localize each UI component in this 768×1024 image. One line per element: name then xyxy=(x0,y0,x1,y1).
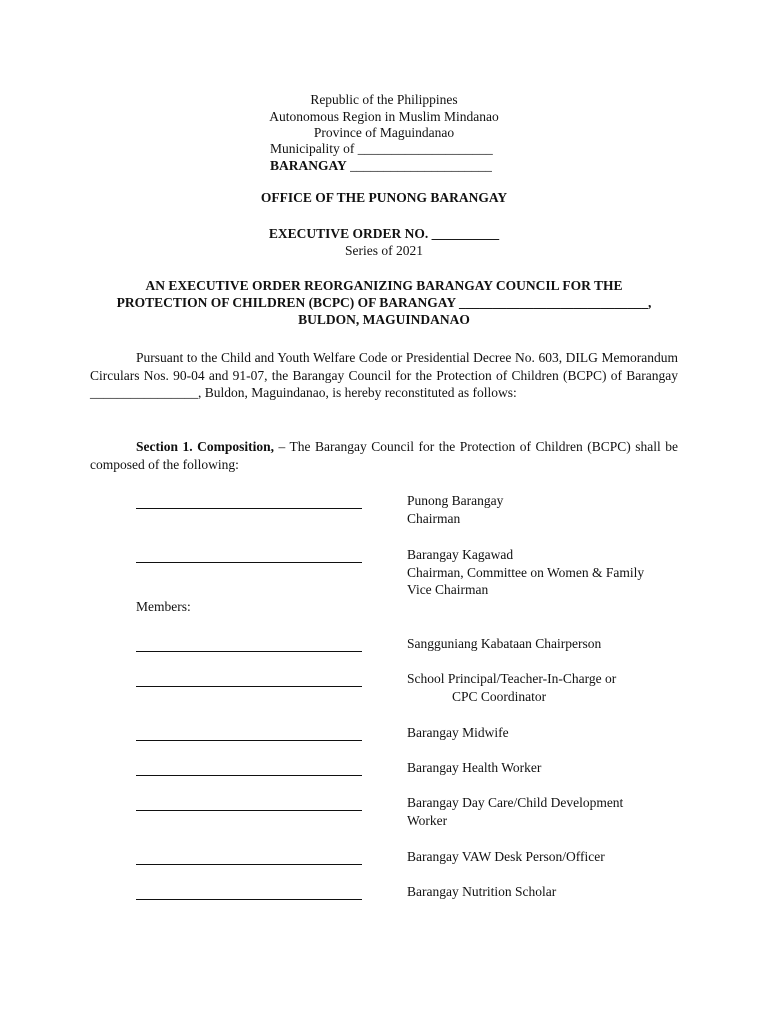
role-designation: Chairman, Committee on Women & Family xyxy=(407,564,645,580)
office-title: OFFICE OF THE PUNONG BARANGAY xyxy=(260,190,508,205)
role-entry xyxy=(407,794,697,829)
role-designation: Vice Chairman xyxy=(407,582,489,597)
executive-order-heading xyxy=(0,225,768,259)
role-title: Punong Barangay xyxy=(407,493,504,508)
barangay-blank: _____________________ xyxy=(346,157,492,173)
signature-line xyxy=(136,740,362,741)
header-barangay xyxy=(270,158,493,175)
role-entry xyxy=(407,635,697,653)
role-entry xyxy=(407,883,697,901)
order-title-line-3: BULDON, MAGUINDANAO xyxy=(298,312,470,327)
role-entry xyxy=(407,670,697,705)
role-title: Barangay Day Care/Child Development xyxy=(407,795,624,810)
section-1-label: Section 1. Composition, xyxy=(136,439,275,454)
members-label: Members: xyxy=(136,599,191,614)
role-title: Sangguniang Kabataan Chairperson xyxy=(407,636,602,651)
role-designation: CPC Coordinator xyxy=(452,688,547,704)
signature-line xyxy=(136,686,362,687)
signature-line xyxy=(136,899,362,900)
order-title xyxy=(90,277,678,328)
preamble-paragraph: Pursuant to the Child and Youth Welfare Code or Presidential Decree No. 603, DILG Memorandum Circulars Nos. 90-04 and 91-07, the Barangay Council for the Protection of Children (BCPC) of Barangay ________________, Buldon, Maguindanao, is hereby reconstituted as follows: xyxy=(90,350,678,400)
executive-order-number: EXECUTIVE ORDER NO. __________ xyxy=(268,226,500,241)
role-entry xyxy=(407,759,697,777)
header-municipality-block xyxy=(270,141,493,174)
header-province: Province of Maguindanao xyxy=(313,125,455,140)
role-designation: Chairman xyxy=(407,510,461,526)
order-title-line-1: AN EXECUTIVE ORDER REORGANIZING BARANGAY COUNCIL FOR THE xyxy=(145,278,623,293)
signature-line xyxy=(136,775,362,776)
role-entry xyxy=(407,724,697,742)
role-entry xyxy=(407,492,697,527)
section-1-text: – The Barangay Council for the Protection of Children (BCPC) shall be composed of the following: xyxy=(90,439,678,472)
role-title: Barangay Midwife xyxy=(407,725,509,740)
role-title: Barangay Health Worker xyxy=(407,760,542,775)
order-title-line-2: PROTECTION OF CHILDREN (BCPC) OF BARANGAY ____________________________, xyxy=(116,295,652,310)
role-designation: Worker xyxy=(407,812,448,828)
signature-line xyxy=(136,562,362,563)
barangay-label: BARANGAY xyxy=(270,157,347,173)
role-entry xyxy=(407,848,697,866)
role-title: School Principal/Teacher-In-Charge or xyxy=(407,671,617,686)
role-title: Barangay VAW Desk Person/Officer xyxy=(407,849,605,864)
header-region: Autonomous Region in Muslim Mindanao xyxy=(269,108,499,124)
signature-line xyxy=(136,651,362,652)
signature-line xyxy=(136,864,362,865)
document-header xyxy=(0,92,768,142)
executive-order-series: Series of 2021 xyxy=(345,243,423,258)
header-municipality: Municipality of ____________________ xyxy=(270,141,493,156)
role-entry xyxy=(407,546,697,599)
signature-line xyxy=(136,508,362,509)
role-title: Barangay Nutrition Scholar xyxy=(407,884,557,899)
role-title: Barangay Kagawad xyxy=(407,547,514,562)
header-republic: Republic of the Philippines xyxy=(310,92,458,107)
signature-line xyxy=(136,810,362,811)
section-1-paragraph xyxy=(90,438,678,473)
